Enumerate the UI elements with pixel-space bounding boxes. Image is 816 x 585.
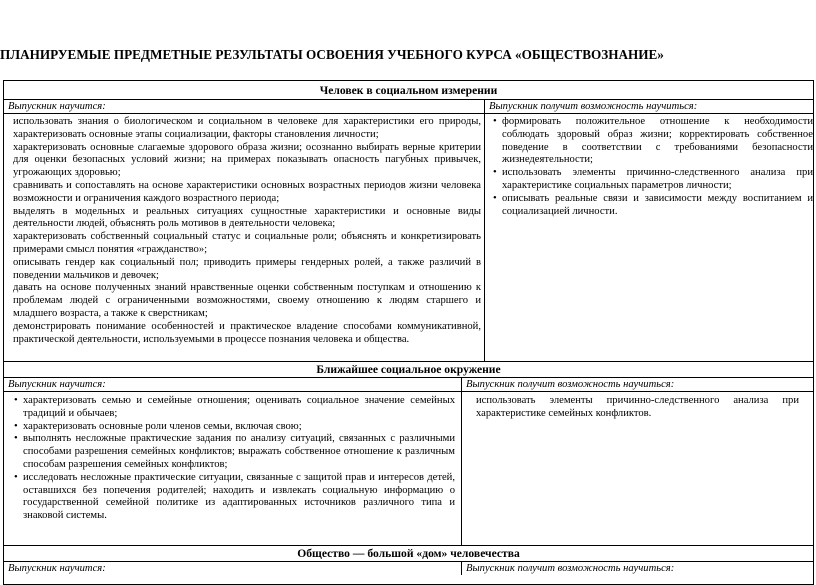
list-item: использовать знания о биологическом и социальном в человеке для характеристики его природы, характеризовать основные этапы социализации, факторы становления личности; — [13, 116, 481, 140]
list-item: описывать гендер как социальный пол; приводить примеры гендерных ролей, а также различий в поведении мальчиков и девочек; — [13, 256, 481, 281]
learn-cell — [4, 392, 462, 546]
learn-cell — [4, 114, 485, 362]
column-headers — [4, 562, 813, 575]
section-human-social — [3, 80, 814, 362]
list-item: давать на основе полученных знаний нравственные оценки собственным поступкам и отношению к проблемам людей с ограниченными возможностями, своему отношению к людям старшего и младшего возраста, а также к сверстникам; — [13, 282, 481, 319]
left-column-header: Выпускник научится: — [4, 562, 462, 575]
opportunity-cell — [485, 114, 813, 362]
opportunity-list — [502, 116, 813, 218]
list-item: характеризовать собственный социальный статус и социальные роли; объяснять и конкретизировать примерами смысл понятия «гражданство»; — [13, 231, 481, 255]
left-column-header: Выпускник научится: — [4, 378, 462, 391]
list-item: • описывать реальные связи и зависимости между воспитанием и социализацией личности. — [502, 193, 813, 219]
list-item: • характеризовать семью и семейные отношения; оценивать социальное значение семейных традиций и обычаев; — [23, 395, 455, 421]
section-social-environment — [3, 361, 814, 546]
list-item: • исследовать несложные практические ситуации, связанные с защитой прав и интересов детей, оставшихся без попечения родителей; находить и извлекать социальную информацию о государственной семейной политике из адаптированных источников различного типа и знаковой системы. — [23, 472, 455, 523]
right-column-header: Выпускник получит возможность научиться: — [466, 379, 675, 390]
column-headers — [4, 378, 813, 392]
learn-list — [13, 116, 481, 346]
list-item: демонстрировать понимание особенностей и практическое владение способами коммуникативной, практической деятельности, используемыми в процессе познания человека и общества. — [13, 320, 481, 345]
section-society-home — [3, 545, 814, 585]
section-heading: Общество — большой «дом» человечества — [4, 546, 813, 562]
list-item: • характеризовать основные роли членов семьи, включая свою; — [23, 421, 455, 434]
list-item: выделять в модельных и реальных ситуациях сущностные характеристики и основные виды деятельности людей, объяснять роль мотивов в деятельности человека; — [13, 205, 481, 230]
section-heading: Ближайшее социальное окружение — [4, 362, 813, 378]
learn-list — [23, 395, 455, 523]
opportunity-cell — [462, 392, 813, 546]
right-column-header: Выпускник получит возможность научиться: — [466, 563, 675, 574]
section-heading: Человек в социальном измерении — [4, 81, 813, 100]
left-column-header: Выпускник научится: — [4, 100, 485, 113]
list-item: сравнивать и сопоставлять на основе характеристики основных возрастных периодов жизни человека возможности и ограничения каждого возрастного периода; — [13, 179, 481, 204]
list-item: использовать элементы причинно-следственного анализа при характеристике семейных конфликтов. — [476, 395, 799, 419]
page-title: ПЛАНИРУЕМЫЕ ПРЕДМЕТНЫЕ РЕЗУЛЬТАТЫ ОСВОЕНИЯ УЧЕБНОГО КУРСА «ОБЩЕСТВОЗНАНИЕ» — [0, 47, 664, 62]
list-item: характеризовать основные слагаемые здорового образа жизни; осознанно выбирать верные критерии для оценки безопасных условий жизни; на примерах показывать опасность пагубных привычек, угрожающих здоровью; — [13, 141, 481, 179]
opportunity-list — [476, 395, 799, 421]
column-headers — [4, 100, 813, 114]
list-item: • использовать элементы причинно-следственного анализа при характеристике социальных параметров личности; — [502, 167, 813, 193]
list-item: • выполнять несложные практические задания по анализу ситуаций, связанных с различными способами разрешения семейных конфликтов; выражать собственное отношение к различным способам разрешения семейных конфликтов; — [23, 433, 455, 471]
right-column-header: Выпускник получит возможность научиться: — [489, 101, 698, 112]
list-item: • формировать положительное отношение к необходимости соблюдать здоровый образ жизни; корректировать собственное поведение в соответствии с требованиями безопасности жизнедеятельности; — [502, 116, 813, 167]
